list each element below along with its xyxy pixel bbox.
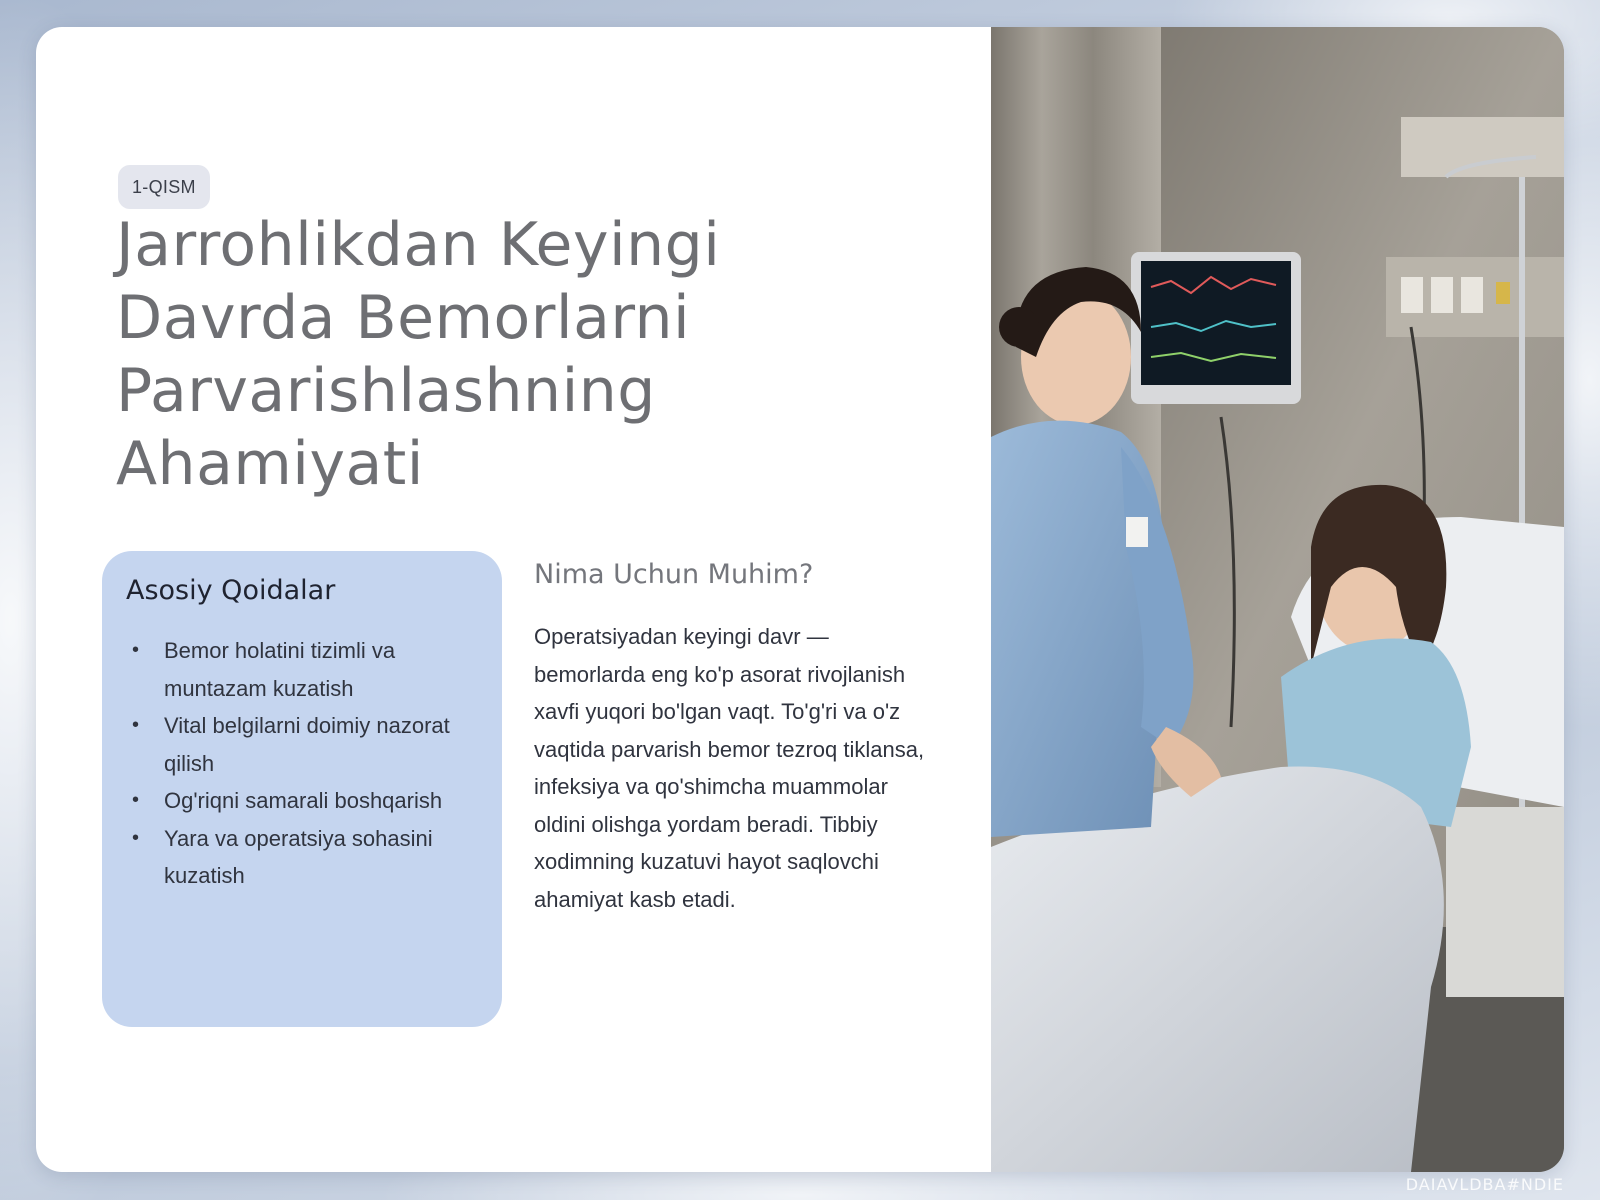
title-line: Jarrohlikdan Keyingi [116, 210, 721, 280]
list-item-text: Yara va operatsiya sohasini kuzatish [164, 825, 433, 888]
list-item-text: Vital belgilarni doimiy nazorat qilish [164, 713, 450, 776]
why-body: Operatsiyadan keyingi davr — bemorlarda eng ko'p asorat rivojlanish xavfi yuqori bo'lgan vaqt. To'g'ri va o'z vaqtida parvarish bemor tezroq tiklansa, infeksiya va qo'shimcha muammolar oldini olishga yordam beradi. Tibbiy xodimning kuzatuvi hayot saqlovchi ahamiyat kasb etadi. [534, 624, 925, 912]
why-heading: Nima Uchun Muhim? [534, 559, 814, 590]
bullet-icon: • [132, 639, 140, 661]
list-item-text: Bemor holatini tizimli va muntazam kuzatish [164, 638, 396, 701]
rules-list [126, 632, 478, 895]
title-line: Davrda Bemorlarni [116, 283, 691, 353]
why-section [534, 559, 934, 918]
page-title [116, 209, 876, 501]
slide [36, 27, 1564, 1172]
rules-card [102, 551, 502, 1027]
title-line: Parvarishlashning [116, 356, 656, 426]
list-item-text: Og'riqni samarali boshqarish [164, 788, 443, 813]
bullet-icon: • [132, 826, 140, 849]
watermark: DAIAVLDBA#NDIE [1405, 1175, 1564, 1194]
list-item [132, 782, 478, 820]
bullet-icon: • [132, 714, 140, 736]
bullet-icon: • [132, 789, 140, 811]
section-badge: 1-QISM [118, 165, 210, 209]
list-item [132, 707, 478, 782]
title-line: Ahamiyati [116, 429, 424, 499]
list-item [132, 820, 478, 895]
list-item [132, 632, 478, 707]
rules-heading: Asosiy Qoidalar [126, 575, 336, 606]
hospital-photo [991, 27, 1564, 1172]
